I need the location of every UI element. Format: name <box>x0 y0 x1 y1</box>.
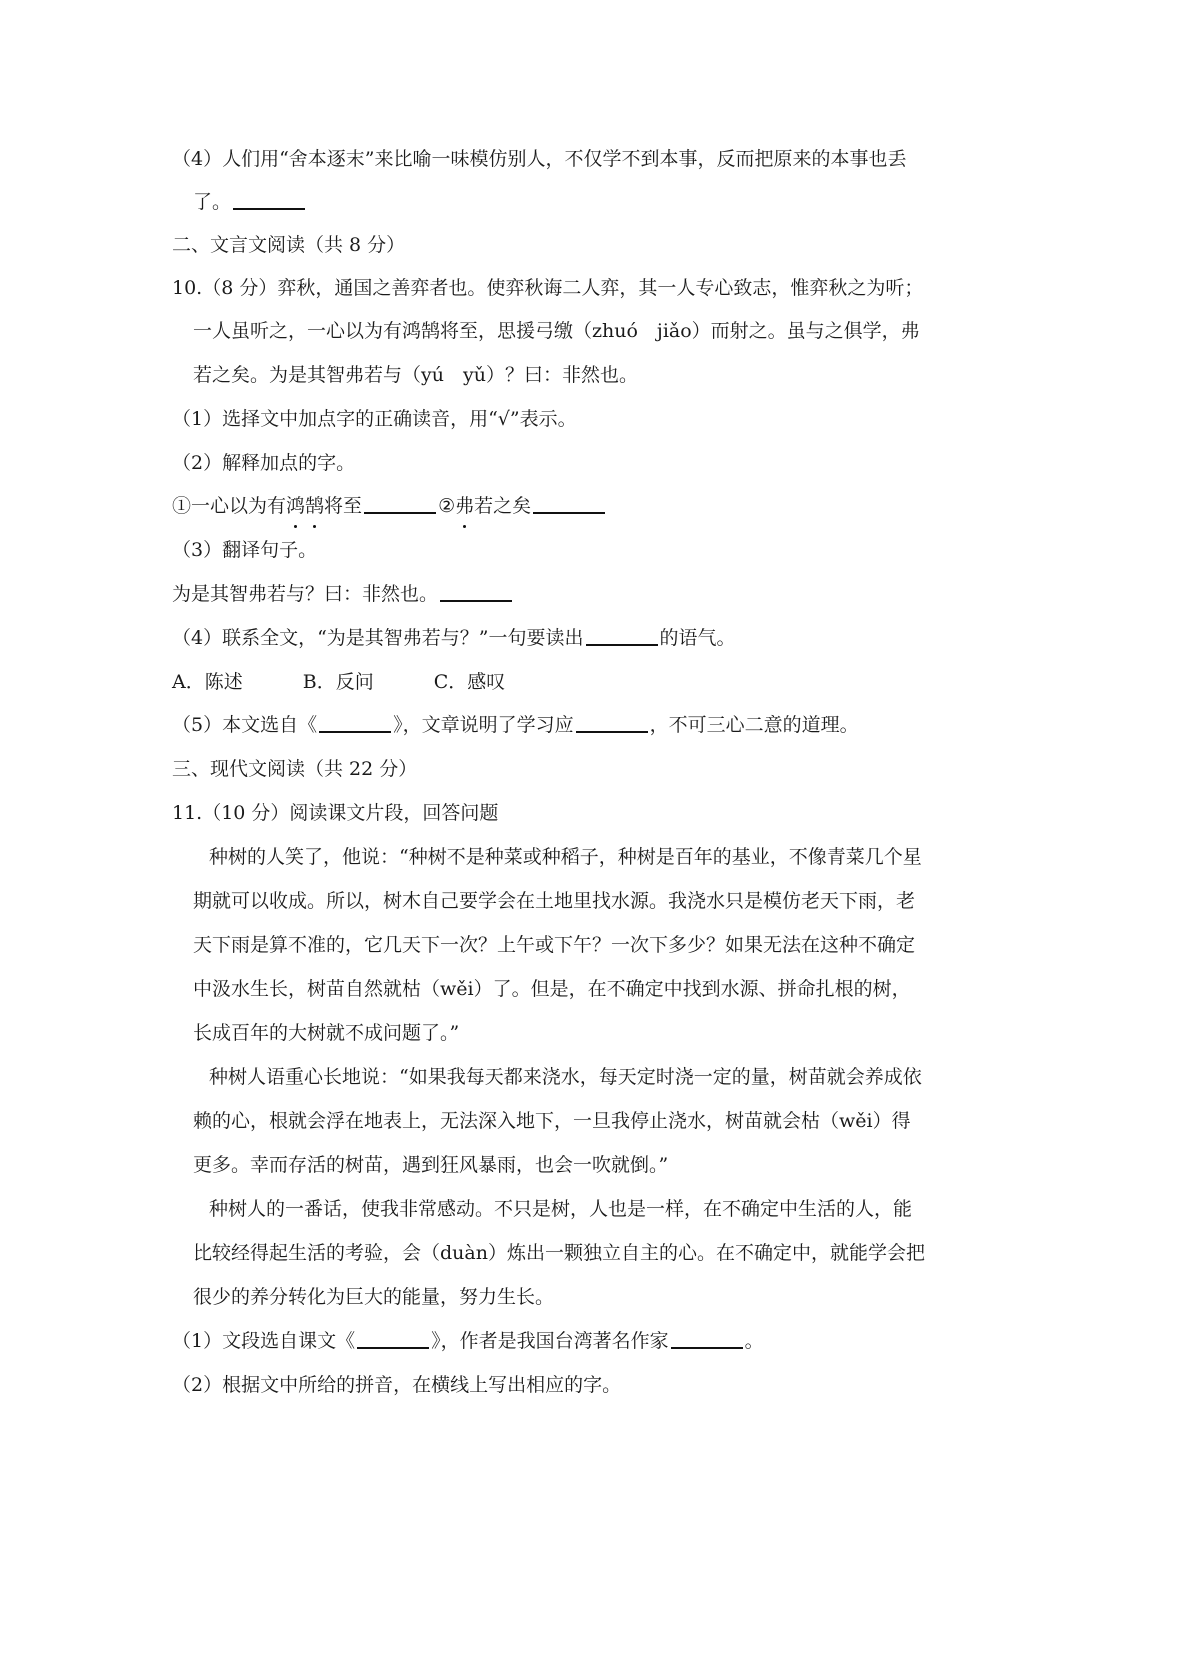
q10-sub2-items <box>172 491 607 521</box>
answer-blank[interactable] <box>364 494 436 514</box>
q10-sub5-pre: （5）本文选自《 <box>172 714 318 736</box>
q10-sub5-post: ，不可三心二意的道理。 <box>649 714 859 736</box>
q10-sub5 <box>172 710 859 740</box>
answer-blank[interactable] <box>233 190 305 210</box>
q10-sub5-mid: 》，文章说明了学习应 <box>393 714 574 736</box>
section-heading-modern: 三、现代文阅读（共 22 分） <box>172 758 418 780</box>
q10-sub2a-pre: ①一心以为有 <box>172 495 287 517</box>
q10-sub2b-post: 若之矣 <box>474 495 532 517</box>
answer-blank[interactable] <box>576 713 648 733</box>
q10-text-line3: 若之矣。为是其智弗若与（yú yǔ）？曰：非然也。 <box>193 364 638 386</box>
q11-sub1-mid: 》，作者是我国台湾著名作家 <box>431 1330 669 1352</box>
q10-sub2: （2）解释加点的字。 <box>172 452 356 474</box>
answer-blank[interactable] <box>671 1329 743 1349</box>
q10-sub3: （3）翻译句子。 <box>172 539 318 561</box>
passage-p1-line5: 长成百年的大树就不成问题了。” <box>193 1022 460 1044</box>
passage-p2-line3: 更多。幸而存活的树苗，遇到狂风暴雨，也会一吹就倒。” <box>193 1154 669 1176</box>
passage-p1-line1: 种树的人笑了，他说：“种树不是种菜或种稻子，种树是百年的基业，不像青菜几个星 <box>209 846 922 868</box>
q10-sub1: （1）选择文中加点字的正确读音，用“√”表示。 <box>172 408 577 430</box>
q10-sub3-sentence-line <box>172 579 514 609</box>
passage-p2-line1: 种树人语重心长地说：“如果我每天都来浇水，每天定时浇一定的量，树苗就会养成依 <box>209 1066 922 1088</box>
option-a[interactable]: A．陈述 <box>172 671 243 693</box>
dotted-char: 鹄 <box>305 491 324 521</box>
answer-blank[interactable] <box>533 494 605 514</box>
answer-blank[interactable] <box>586 626 658 646</box>
q10-text-line1: 10.（8 分）弈秋，通国之善弈者也。使弈秋诲二人弈，其一人专心致志，惟弈秋之为听； <box>172 277 924 299</box>
answer-blank[interactable] <box>357 1329 429 1349</box>
q11-sub1 <box>172 1326 764 1356</box>
option-b[interactable]: B．反问 <box>302 671 374 693</box>
q9-item4-text: 了。 <box>193 191 232 213</box>
q9-item4-line1: （4）人们用“舍本逐末”来比喻一味模仿别人，不仅学不到本事，反而把原来的本事也丢 <box>172 148 907 170</box>
q10-sub4-pre: （4）联系全文，“为是其智弗若与？”一句要读出 <box>172 627 584 649</box>
q11-head: 11.（10 分）阅读课文片段，回答问题 <box>172 802 499 824</box>
passage-p3-line1: 种树人的一番话，使我非常感动。不只是树，人也是一样，在不确定中生活的人，能 <box>209 1198 913 1220</box>
q11-sub1-post: 。 <box>744 1330 764 1352</box>
answer-blank[interactable] <box>319 713 391 733</box>
q10-text-line2: 一人虽听之，一心以为有鸿鹄将至，思援弓缴（zhuó jiǎo）而射之。虽与之俱学，弗 <box>193 320 920 342</box>
passage-p3-line3: 很少的养分转化为巨大的能量，努力生长。 <box>193 1286 555 1308</box>
q10-sub4 <box>172 623 736 653</box>
dotted-char: 鸿 <box>286 491 305 521</box>
dotted-char: 弗 <box>455 491 474 521</box>
q10-sub3-sentence: 为是其智弗若与？曰：非然也。 <box>172 583 439 605</box>
q10-options <box>172 667 505 697</box>
q9-item4-line2 <box>193 187 307 217</box>
passage-p1-line2: 期就可以收成。所以，树木自己要学会在土地里找水源。我浇水只是模仿老天下雨，老 <box>193 890 916 912</box>
option-c[interactable]: C．感叹 <box>433 671 506 693</box>
passage-p3-line2: 比较经得起生活的考验，会（duàn）炼出一颗独立自主的心。在不确定中，就能学会把 <box>193 1242 925 1264</box>
q10-sub2a-post: 将至 <box>324 495 363 517</box>
answer-blank[interactable] <box>440 582 512 602</box>
q10-sub4-post: 的语气。 <box>659 627 736 649</box>
passage-p1-line4: 中汲水生长，树苗自然就枯（wěi）了。但是，在不确定中找到水源、拼命扎根的树， <box>193 978 911 1000</box>
q11-sub1-pre: （1）文段选自课文《 <box>172 1330 356 1352</box>
q11-sub2: （2）根据文中所给的拼音，在横线上写出相应的字。 <box>172 1374 622 1396</box>
passage-p1-line3: 天下雨是算不准的，它几天下一次？上午或下午？一次下多少？如果无法在这种不确定 <box>193 934 916 956</box>
section-heading-classical: 二、文言文阅读（共 8 分） <box>172 234 406 256</box>
q10-sub2b-pre: ② <box>438 495 456 517</box>
passage-p2-line2: 赖的心，根就会浮在地表上，无法深入地下，一旦我停止浇水，树苗就会枯（wěi）得 <box>193 1110 911 1132</box>
